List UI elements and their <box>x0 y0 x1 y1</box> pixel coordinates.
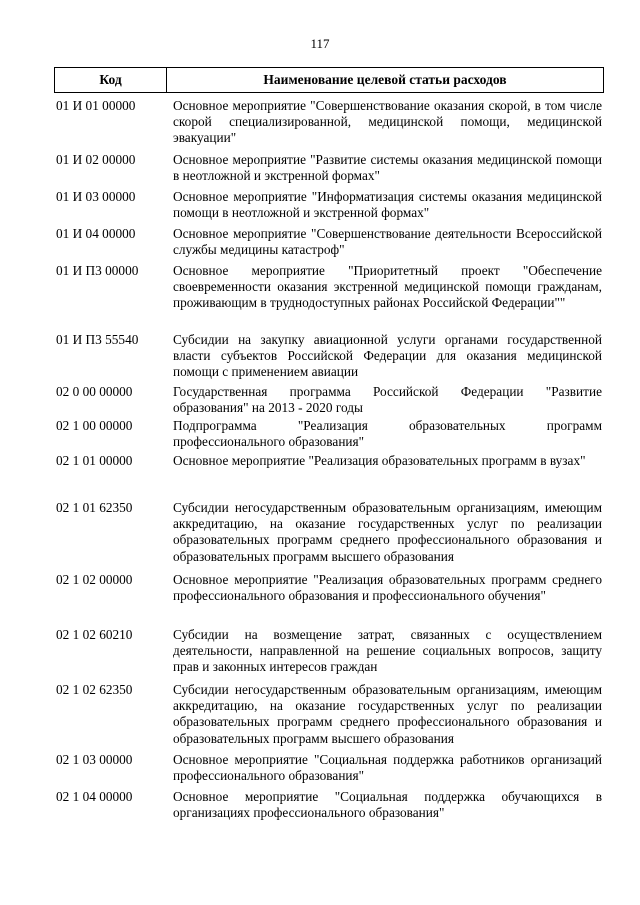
table-row <box>56 418 602 450</box>
row-code: 02 1 02 00000 <box>56 572 133 587</box>
row-name: Основное мероприятие "Приоритетный проект "Обеспечение своевременности оказания экстренной медицинской помощи гражданам, проживающим в труднодоступных районах Российской Федерации"" <box>173 263 602 311</box>
row-name: Основное мероприятие "Реализация образовательных программ среднего профессионального образования и профессионального обучения" <box>173 572 602 604</box>
table-row <box>56 789 602 821</box>
row-code: 02 0 00 00000 <box>56 384 133 399</box>
table-row <box>56 682 602 747</box>
row-name: Субсидии на возмещение затрат, связанных с осуществлением деятельности, направленной на решение социальных вопросов, защиту прав и законных интересов граждан <box>173 627 602 675</box>
row-name: Субсидии негосударственным образовательным организациям, имеющим аккредитацию, на оказание государственных услуг по реализации образовательных программ среднего профессионального образования и образовательных программ высшего образования <box>173 682 602 746</box>
row-code: 01 И 02 00000 <box>56 152 136 167</box>
row-code: 02 1 04 00000 <box>56 789 133 804</box>
row-name: Субсидии на закупку авиационной услуги органами государственной власти субъектов Российской Федерации для оказания медицинской помощи с применением авиации <box>173 332 602 380</box>
table-row <box>56 189 602 221</box>
row-name: Основное мероприятие "Совершенствование оказания скорой, в том числе скорой специализированной, медицинской помощи, медицинской эвакуации" <box>173 98 602 146</box>
row-code: 01 И 04 00000 <box>56 226 136 241</box>
page-number: 117 <box>310 36 330 51</box>
row-code: 02 1 00 00000 <box>56 418 133 433</box>
row-name: Основное мероприятие "Информатизация системы оказания медицинской помощи в неотложной и экстренной формах" <box>173 189 602 221</box>
row-code: 02 1 02 62350 <box>56 682 133 697</box>
header-code: Код <box>55 68 167 92</box>
row-name: Субсидии негосударственным образовательным организациям, имеющим аккредитацию, на оказание государственных услуг по реализации образовательных программ среднего профессионального образования и образовательных программ высшего образования <box>173 500 602 564</box>
row-name: Основное мероприятие "Развитие системы оказания медицинской помощи в неотложной и экстренной формах" <box>173 152 602 184</box>
table-row <box>56 500 602 565</box>
row-name: Основное мероприятие "Социальная поддержка обучающихся в организациях профессионального образования" <box>173 789 602 821</box>
row-name: Государственная программа Российской Федерации "Развитие образования" на 2013 - 2020 годы <box>173 384 602 416</box>
row-code: 02 1 01 00000 <box>56 453 133 468</box>
row-code: 01 И П3 00000 <box>56 263 139 278</box>
row-code: 02 1 03 00000 <box>56 752 133 767</box>
row-name: Основное мероприятие "Совершенствование деятельности Всероссийской службы медицины катастроф" <box>173 226 602 258</box>
row-code: 02 1 02 60210 <box>56 627 133 642</box>
row-code: 02 1 01 62350 <box>56 500 133 515</box>
row-name: Основное мероприятие "Реализация образовательных программ в вузах" <box>173 453 586 468</box>
table-row <box>56 752 602 784</box>
table-row <box>56 453 602 469</box>
table-row <box>56 332 602 381</box>
table-row <box>56 627 602 676</box>
table-row <box>56 98 602 147</box>
row-code: 01 И П3 55540 <box>56 332 139 347</box>
row-code: 01 И 01 00000 <box>56 98 136 113</box>
table-row <box>56 263 602 312</box>
table-row <box>56 226 602 258</box>
header-name: Наименование целевой статьи расходов <box>263 72 507 87</box>
table-row <box>56 152 602 184</box>
table-row <box>56 384 602 416</box>
table-row <box>56 572 602 604</box>
row-name: Основное мероприятие "Социальная поддержка работников организаций профессионального образования" <box>173 752 602 784</box>
row-code: 01 И 03 00000 <box>56 189 136 204</box>
row-name: Подпрограмма "Реализация образовательных программ профессионального образования" <box>173 418 602 450</box>
